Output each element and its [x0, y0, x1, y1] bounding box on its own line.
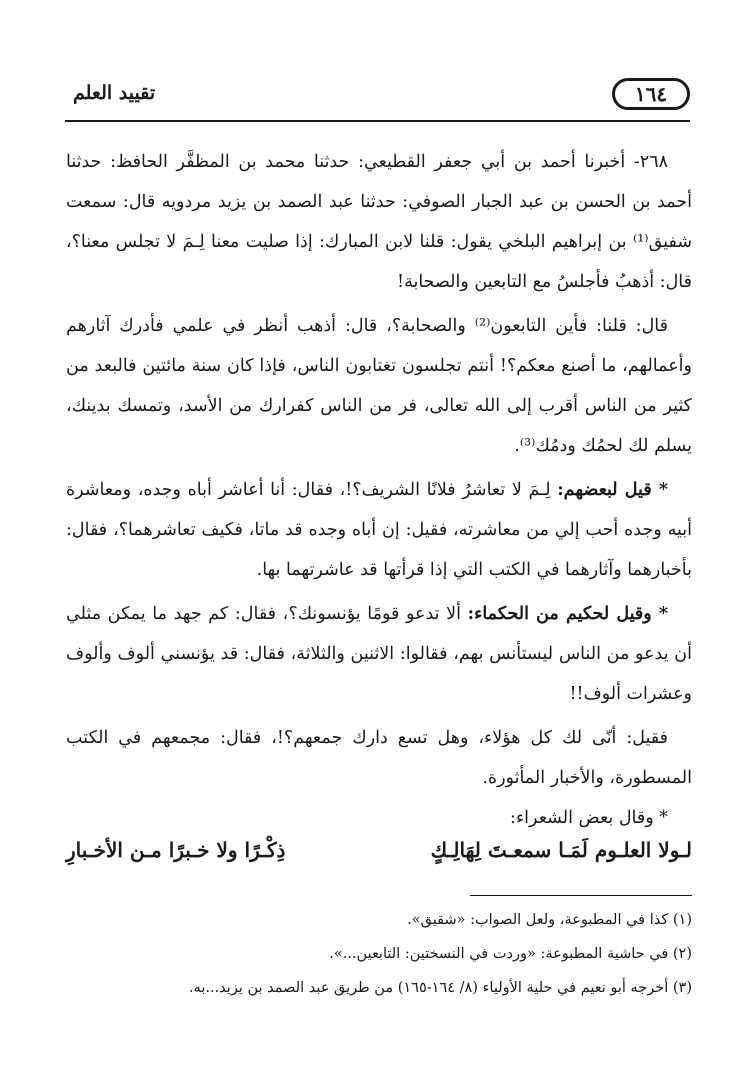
paragraph-4 — [66, 594, 692, 714]
paragraph-text: لِـمَ لا تعاشرُ فلانًا الشريف؟!، فقال: أنا أعاشر أباه وجده، ومعاشرة أبيه وجده أحب إلي من معاشرته، فقيل: إن أباه وجده قد ماتا، فكيف تعاشرهما؟، فقال: بأخبارهما وآثارهما في الكتب التي إذا قرأتها قد عاشرتهما بها. — [66, 480, 692, 580]
footnote-2: (٢) في حاشية المطبوعة: «وردت في النسختين: التابعين...». — [329, 946, 692, 962]
paragraph-lead: * وقيل لحكيم من الحكماء: — [467, 604, 668, 624]
page-number: ١٦٤ — [634, 82, 668, 106]
paragraph-lead: * قيل لبعضهم: — [557, 480, 668, 500]
header-rule — [65, 120, 690, 122]
paragraph-text: ٢٦٨- أخبرنا أحمد بن أبي جعفر القطيعي: حدثنا محمد بن المظفَّر الحافظ: حدثنا أحمد بن الحسن بن عبد الجبار الصوفي: حدثنا عبد الصمد بن يزيد مردويه قال: سمعت شفيق⁽¹⁾ بن إبراهيم البلخي يقول: قلنا لابن المبارك: إذا صليت معنا لِـمَ لا تجلس معنا؟، قال: أذهبُ فأجلسُ مع التابعين والصحابة! — [66, 152, 692, 292]
footnote-separator — [470, 895, 692, 896]
paragraph-3 — [66, 470, 692, 590]
paragraph-text: فقيل: أنّى لك كل هؤلاء، وهل تسع دارك جمعهم؟!، فقال: مجمعهم في الكتب المسطورة، والأخبار المأثورة. — [66, 728, 692, 788]
poetry-verse — [66, 838, 692, 878]
verse-first-hemistich: لـولا العلـوم لَمَـا سمعـتَ لِهَالِـكٍ — [430, 838, 692, 862]
footnote-3: (٣) أخرجه أبو نعيم في حلية الأولياء (٨/ ١٦٤-١٦٥) من طريق عبد الصمد بن يزيد...به. — [188, 980, 692, 996]
paragraph-text: ألا تدعو قومًا يؤنسونك؟، فقال: كم جهد ما يمكن مثلي أن يدعو من الناس ليستأنس بهم، فقالوا: الاثنين والثلاثة، فقال: قد يؤنسني ألوف وألوف وعشرات ألوف!! — [66, 604, 692, 704]
page-number-badge — [612, 78, 690, 110]
paragraph-2 — [66, 306, 692, 466]
main-text — [66, 142, 692, 838]
footnotes — [66, 903, 692, 1005]
running-title: تقييد العلم — [73, 82, 156, 104]
paragraph-6 — [66, 798, 692, 838]
footnote-1: (١) كذا في المطبوعة، ولعل الصواب: «شقيق». — [407, 912, 692, 928]
page-header — [65, 70, 690, 120]
paragraph-text: * وقال بعض الشعراء: — [510, 808, 668, 828]
paragraph-text: قال: قلنا: فأين التابعون⁽²⁾ والصحابة؟، قال: أذهب أنظر في علمي فأدرك آثارهم وأعمالهم، ما أصنع معكم؟! أنتم تجلسون تغتابون الناس، فإذا كان سنة مائتين فالبعد من كثير من الناس أقرب إلى الله تعالى، فر من الناس كفرارك من الأسد، وتمسك بدينك، يسلم لك لحمُك ودمُك⁽³⁾. — [66, 316, 692, 456]
verse-second-hemistich: ذِكْـرًا ولا خـبرًا مـن الأخـبارِ — [66, 838, 286, 862]
paragraph-5 — [66, 718, 692, 798]
paragraph-1 — [66, 142, 692, 302]
